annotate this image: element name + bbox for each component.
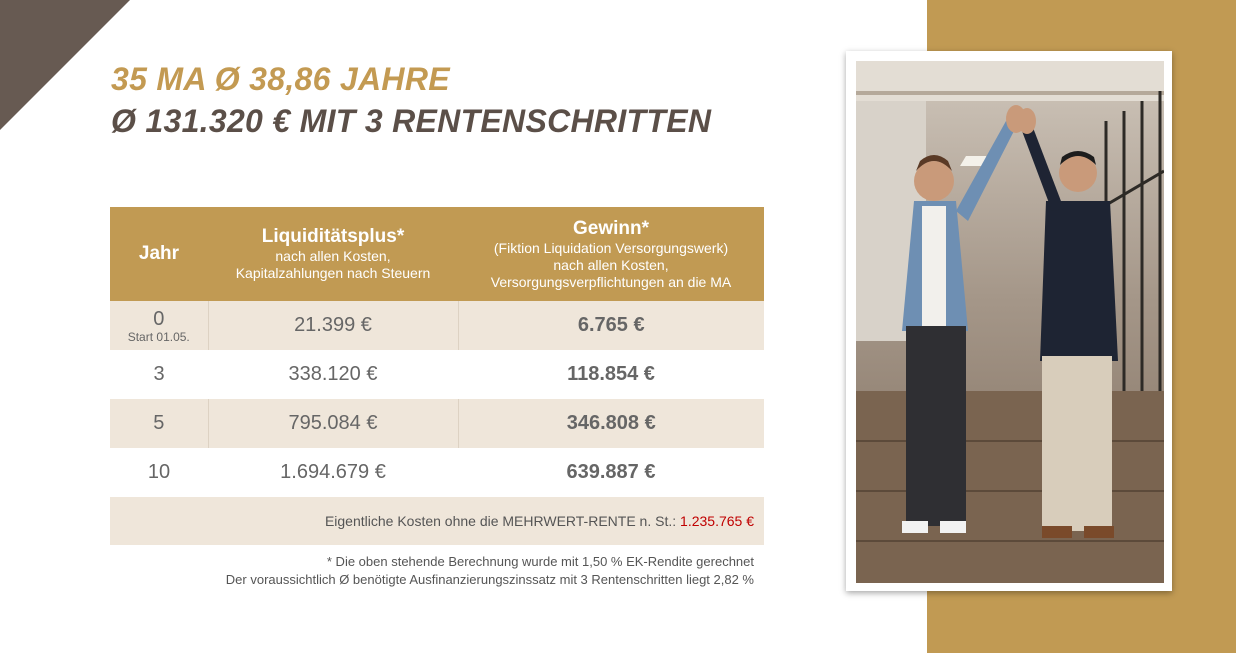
start-date-note: Start 01.05.	[127, 329, 190, 344]
header-profit-title: Gewinn*	[572, 217, 649, 239]
footnote-2: Der voraussichtlich Ø benötigte Ausfinanzierungszinssatz mit 3 Rentenschritten liegt 2,82 %	[225, 572, 754, 587]
photo-frame	[846, 51, 1172, 591]
heading-line-1: 35 MA Ø 38,86 JAHRE	[111, 61, 450, 97]
profit-cell: 639.887 €	[566, 461, 656, 483]
cost-summary-value: 1.235.765 €	[680, 513, 754, 529]
photo	[856, 61, 1164, 583]
page-heading	[111, 58, 711, 142]
header-profit: Gewinn* (Fiktion Liquidation Versorgungswerk) nach allen Kosten, Versorgungsverpflichtungen an die MA	[458, 207, 764, 301]
profit-cell: 346.808 €	[458, 399, 764, 448]
header-year: Jahr	[110, 207, 208, 301]
year-cell: 10	[147, 461, 171, 483]
table-row	[110, 301, 764, 350]
year-cell: 5	[110, 399, 208, 448]
liquidity-cell: 1.694.679 €	[280, 461, 386, 483]
table-row	[110, 399, 764, 448]
profit-cell: 118.854 €	[567, 363, 655, 385]
profit-cell: 6.765 €	[458, 301, 764, 350]
high-five-illustration	[856, 61, 1164, 583]
table-header-row	[110, 207, 764, 301]
table-row	[110, 350, 764, 399]
table-row	[110, 448, 764, 497]
footnotes	[226, 553, 754, 589]
table-footer-row	[110, 497, 764, 545]
liquidity-cell: 21.399 €	[208, 301, 458, 350]
header-liquidity: Liquiditätsplus* nach allen Kosten, Kapitalzahlungen nach Steuern	[208, 207, 458, 301]
cost-summary	[110, 497, 764, 545]
header-liquidity-title: Liquiditätsplus*	[261, 226, 405, 247]
pension-table	[110, 207, 764, 545]
cost-summary-label: Eigentliche Kosten ohne die MEHRWERT-RENTE n. St.:	[324, 513, 677, 529]
year-cell: 0 Start 01.05.	[110, 301, 208, 350]
year-cell: 3	[153, 363, 165, 385]
liquidity-cell: 338.120 €	[288, 363, 378, 385]
heading-line-2: Ø 131.320 € MIT 3 RENTENSCHRITTEN	[111, 103, 712, 139]
liquidity-cell: 795.084 €	[208, 399, 458, 448]
footnote-1: * Die oben stehende Berechnung wurde mit 1,50 % EK-Rendite gerechnet	[326, 554, 754, 569]
